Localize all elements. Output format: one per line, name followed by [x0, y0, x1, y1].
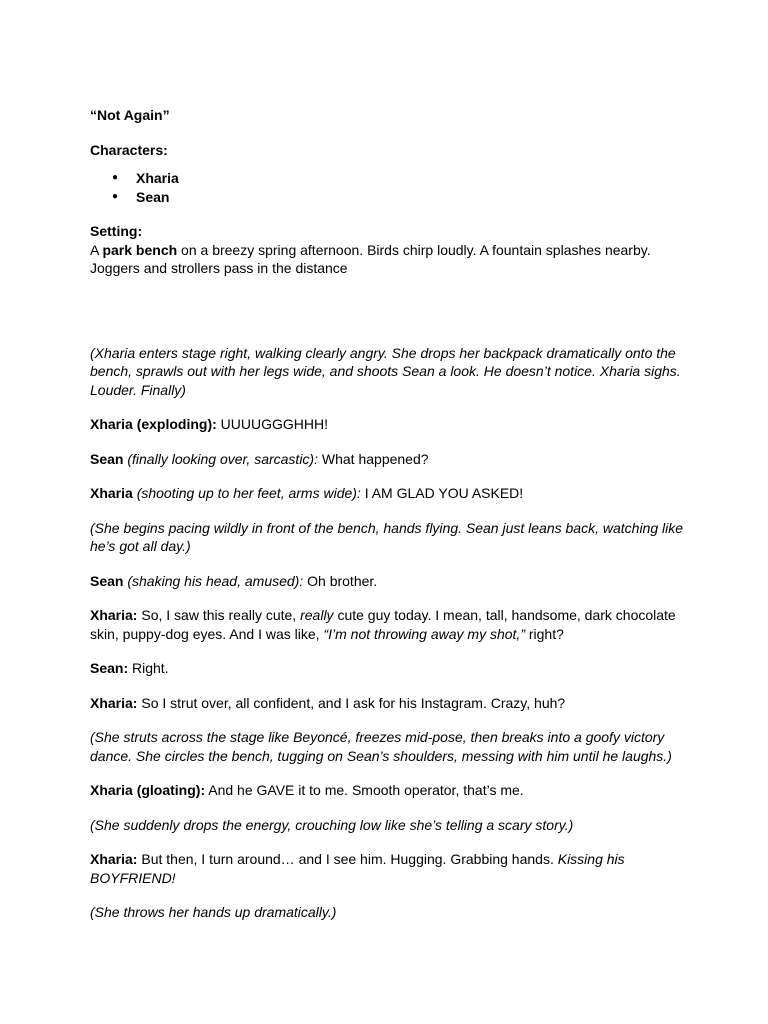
speaker-name: Xharia (gloating):: [90, 782, 206, 798]
parenthetical: (finally looking over, sarcastic):: [123, 450, 318, 467]
emphasis-text: really: [300, 607, 334, 623]
speaker-name: Xharia:: [90, 607, 138, 623]
stage-direction: [90, 344, 690, 400]
dialogue-text: UUUUGGGHHH!: [216, 416, 329, 432]
dialogue-text: Right.: [128, 660, 169, 676]
direction-text: (Xharia enters stage right, walking clearly angry. She drops her backpack dramatically onto the bench, sprawls out with her legs wide, and shoots Sean a look. He doesn’t notice. Xharia sighs. Louder. Finally): [90, 344, 681, 398]
dialogue-text: And he GAVE it to me. Smooth operator, that’s me.: [205, 782, 524, 798]
characters-list: [90, 169, 690, 206]
speaker-name: Sean:: [90, 660, 129, 676]
parenthetical: (shaking his head, amused):: [123, 572, 304, 589]
dialogue-text: I AM GLAD YOU ASKED!: [360, 485, 524, 501]
emphasis-text: “I’m not throwing away my shot,”: [323, 625, 525, 642]
parenthetical: (shooting up to her feet, arms wide):: [132, 485, 361, 501]
direction-text: (She suddenly drops the energy, crouching low like she’s telling a scary story.): [90, 816, 574, 833]
setting-heading: Setting:: [90, 223, 143, 239]
play-title: “Not Again”: [90, 107, 170, 123]
setting-description: A park bench on a breezy spring afternoon. Birds chirp loudly. A fountain splashes nearby. Joggers and strollers pass in the distance: [90, 241, 651, 276]
dialogue-line: [90, 450, 690, 469]
script-body: [90, 344, 690, 922]
dialogue-line: [90, 694, 690, 713]
dialogue-line: [90, 606, 690, 643]
dialogue-text: cute guy today. I mean, tall, handsome, dark chocolate skin, puppy-dog eyes. And I was like,: [90, 607, 676, 642]
dialogue-line: [90, 415, 690, 434]
dialogue-text: So I strut over, all confident, and I ask for his Instagram. Crazy, huh?: [137, 694, 566, 711]
dialogue-text: Oh brother.: [303, 572, 378, 589]
dialogue-text: But then, I turn around… and I see him. Hugging. Grabbing hands.: [137, 851, 558, 867]
speaker-name: Sean: [90, 450, 124, 467]
dialogue-line: [90, 484, 690, 503]
emphasis-text: Kissing his BOYFRIEND!: [90, 851, 625, 886]
spacer: [90, 294, 690, 344]
characters-heading: Characters:: [90, 141, 168, 158]
speaker-name: Xharia (exploding):: [90, 416, 217, 432]
stage-direction: [90, 728, 690, 765]
direction-text: (She throws her hands up dramatically.): [90, 904, 337, 920]
dialogue-text: What happened?: [318, 450, 429, 467]
dialogue-text: right?: [524, 625, 564, 642]
script-page: [90, 106, 690, 938]
stage-direction: [90, 816, 690, 835]
character-item: ● Xharia: [90, 169, 690, 188]
dialogue-line: [90, 572, 690, 591]
speaker-name: Sean: [90, 572, 124, 589]
dialogue-line: [90, 781, 690, 800]
direction-text: (She begins pacing wildly in front of the bench, hands flying. Sean just leans back, watching like he’s got all day.): [90, 519, 684, 554]
stage-direction: [90, 903, 690, 922]
stage-direction: [90, 519, 690, 556]
speaker-name: Xharia:: [90, 851, 138, 867]
dialogue-text: So, I saw this really cute,: [137, 607, 301, 623]
speaker-name: Xharia:: [90, 694, 138, 711]
dialogue-line: [90, 850, 690, 887]
character-item: ● Sean: [90, 188, 690, 207]
speaker-name: Xharia: [90, 485, 133, 501]
dialogue-line: [90, 659, 690, 678]
direction-text: (She struts across the stage like Beyoncé, freezes mid-pose, then breaks into a goofy victory dance. She circles the bench, tugging on Sean’s shoulders, messing with him until he laughs.): [90, 729, 672, 764]
